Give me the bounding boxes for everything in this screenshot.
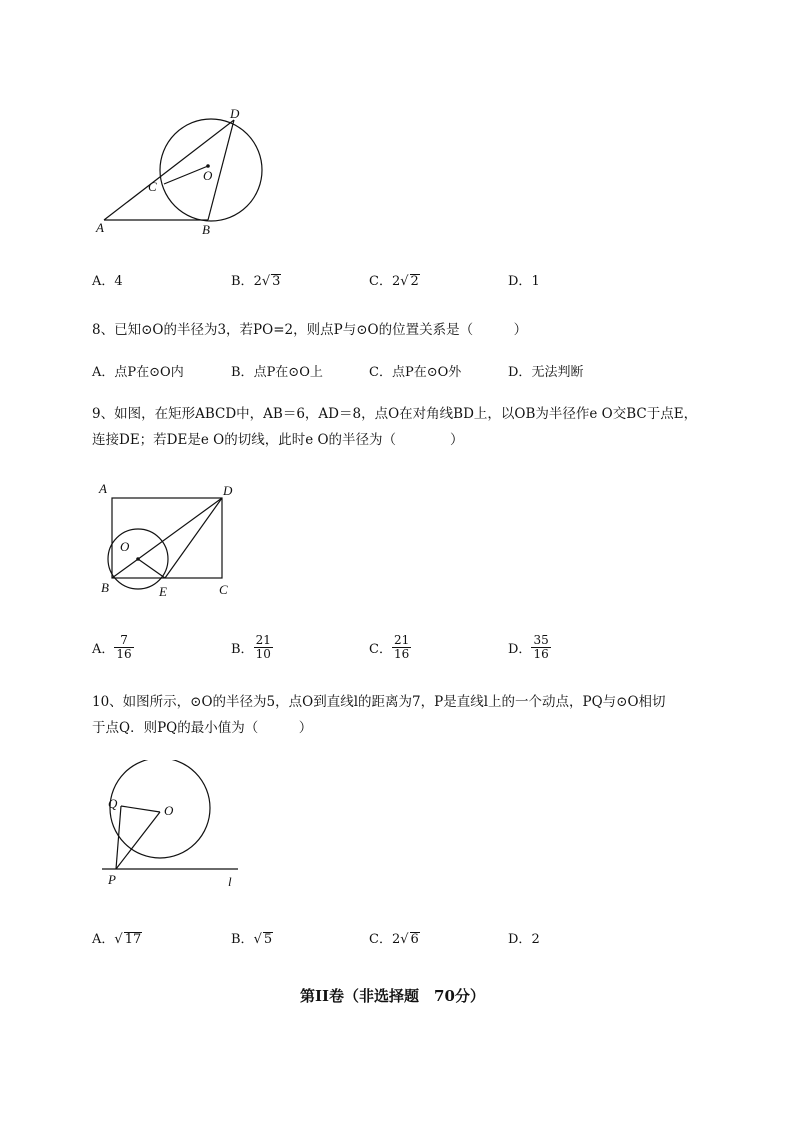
q10-label-Q: Q bbox=[108, 796, 118, 811]
q9-option-a[interactable]: A． $\frac{7}{16}$ bbox=[92, 633, 132, 661]
q10-line-QO bbox=[121, 806, 160, 812]
q8-option-d[interactable]: D．无法判断 bbox=[508, 365, 584, 380]
q7-option-a[interactable]: A．4 bbox=[92, 274, 123, 289]
q8-option-a[interactable]: A．点P在⊙O内 bbox=[92, 365, 184, 380]
q10-label-O: O bbox=[164, 803, 174, 818]
q10-option-c[interactable]: C．2√ 6 bbox=[369, 932, 419, 947]
q9-figure bbox=[95, 478, 245, 603]
q9-stem-line1: 9、如图，在矩形ABCD中，AB＝6，AD＝8，点O在对角线BD上，以OB为半径作e O交BC于点E， bbox=[92, 406, 698, 422]
q10-stem-line1: 10、如图所示，⊙O的半径为5，点O到直线l的距离为7，P是直线l上的一个动点，PQ与⊙O相切 bbox=[92, 694, 666, 710]
q10-label-l: l bbox=[228, 874, 232, 889]
q10-stem-line2: 于点Q．则PQ的最小值为（ ） bbox=[92, 720, 313, 736]
q8-option-c[interactable]: C．点P在⊙O外 bbox=[369, 365, 462, 380]
q7-line-AD bbox=[104, 120, 234, 220]
q8-option-b[interactable]: B．点P在⊙O上 bbox=[231, 365, 323, 380]
q9-line-DE bbox=[165, 498, 222, 578]
q9-stem-line2: 连接DE；若DE是e O的切线，此时e O的半径为（ ） bbox=[92, 432, 464, 448]
q9-option-d[interactable]: D． $\frac{35}{16}$ bbox=[508, 633, 549, 661]
q7-option-c[interactable]: C．2√ 2 bbox=[369, 274, 419, 289]
q9-label-O: O bbox=[120, 539, 130, 554]
q7-label-A: A bbox=[96, 220, 104, 235]
q7-option-d[interactable]: D．1 bbox=[508, 274, 540, 289]
q7-option-b[interactable]: B．2√ 3 bbox=[231, 274, 281, 289]
q10-label-P: P bbox=[108, 872, 116, 887]
q10-circle bbox=[110, 760, 210, 858]
q8-stem: 8、已知⊙O的半径为3，若PO=2，则点P与⊙O的位置关系是（ ） bbox=[92, 322, 528, 338]
q9-label-B: B bbox=[101, 580, 109, 595]
q7-figure bbox=[88, 100, 278, 245]
q10-option-a[interactable]: A．√ 17 bbox=[92, 932, 142, 947]
q9-radius-OE bbox=[138, 559, 165, 578]
q10-option-b[interactable]: B．√ 5 bbox=[231, 932, 273, 947]
q10-option-d[interactable]: D．2 bbox=[508, 932, 540, 947]
q7-label-O: O bbox=[203, 168, 213, 183]
q9-label-E: E bbox=[159, 584, 167, 599]
q9-center-dot bbox=[136, 557, 140, 561]
q7-label-B: B bbox=[202, 222, 210, 237]
q7-label-C: C bbox=[148, 179, 157, 194]
q9-label-A: A bbox=[99, 481, 107, 496]
q9-label-D: D bbox=[223, 483, 233, 498]
q9-option-b[interactable]: B． $\frac{21}{10}$ bbox=[231, 633, 271, 661]
q10-figure bbox=[96, 760, 246, 890]
q7-label-D: D bbox=[230, 106, 240, 121]
q9-label-C: C bbox=[219, 582, 228, 597]
section-heading: 第II卷（非选择题 70分） bbox=[300, 987, 485, 1005]
q9-option-c[interactable]: C． $\frac{21}{16}$ bbox=[369, 633, 410, 661]
